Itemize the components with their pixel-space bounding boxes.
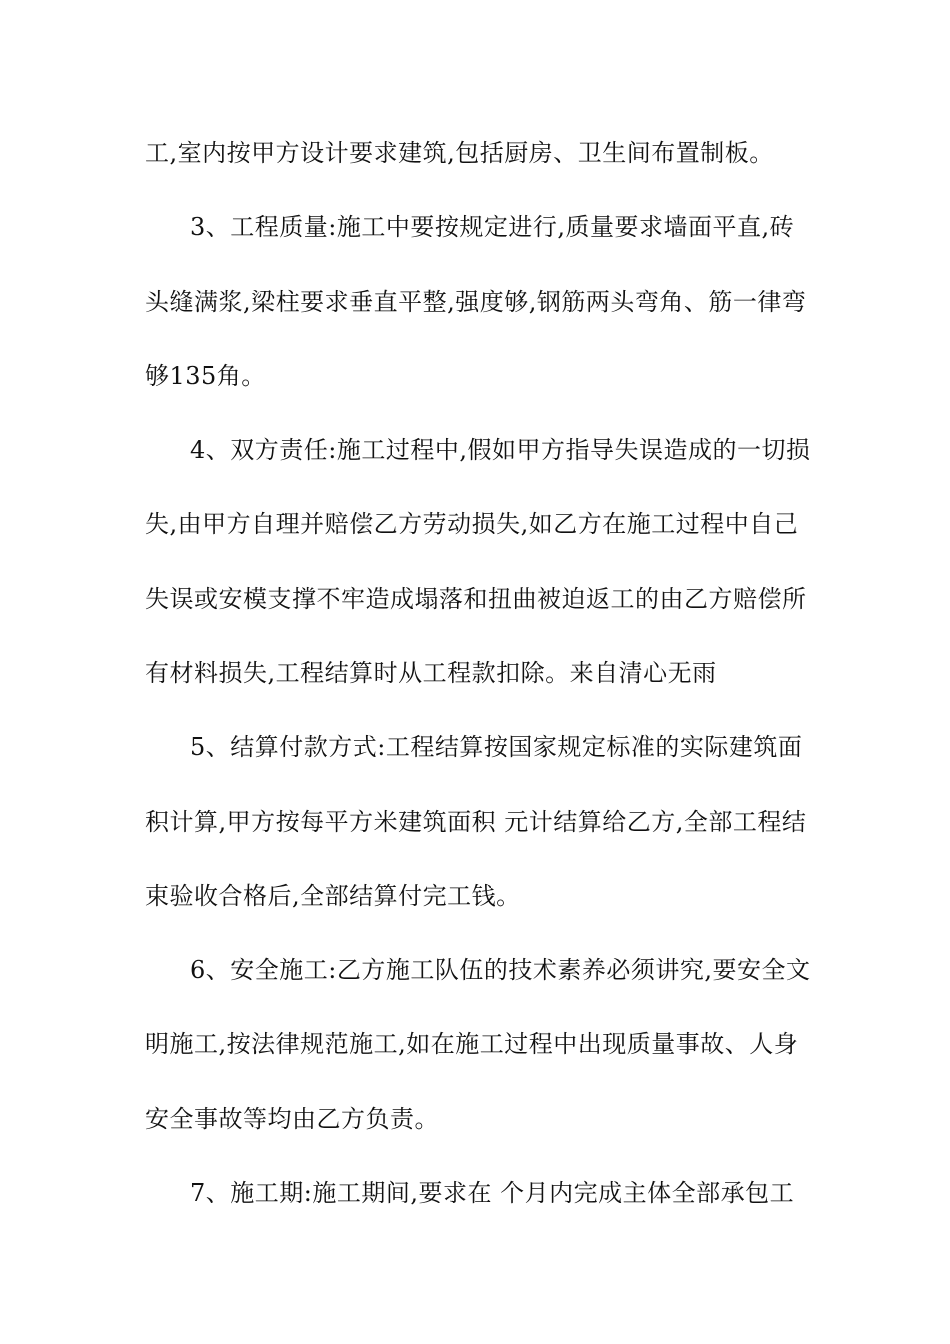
- text-line: 有材料损失,工程结算时从工程款扣除。来自清心无雨: [145, 659, 717, 687]
- text-line: 3、工程质量:施工中要按规定进行,质量要求墙面平直,砖: [190, 213, 795, 241]
- text-line: 安全事故等均由乙方负责。: [145, 1105, 439, 1133]
- text-line: 6、安全施工:乙方施工队伍的技术素养必须讲究,要安全文: [190, 956, 811, 984]
- text-line: 够135角。: [145, 362, 266, 390]
- text-line: 5、结算付款方式:工程结算按国家规定标准的实际建筑面: [190, 733, 803, 761]
- text-line: 失,由甲方自理并赔偿乙方劳动损失,如乙方在施工过程中自己: [145, 510, 799, 538]
- text-line: 明施工,按法律规范施工,如在施工过程中出现质量事故、人身: [145, 1030, 799, 1058]
- text-line: 头缝满浆,梁柱要求垂直平整,强度够,钢筋两头弯角、筋一律弯: [145, 288, 807, 316]
- text-line: 束验收合格后,全部结算付完工钱。: [145, 882, 521, 910]
- text-line: 失误或安模支撑不牢造成塌落和扭曲被迫返工的由乙方赔偿所: [145, 585, 807, 613]
- text-line: 4、双方责任:施工过程中,假如甲方指导失误造成的一切损: [190, 436, 811, 464]
- text-line: 积计算,甲方按每平方米建筑面积 元计结算给乙方,全部工程结: [145, 808, 807, 836]
- text-line: 工,室内按甲方设计要求建筑,包括厨房、卫生间布置制板。: [145, 139, 774, 167]
- text-line: 7、施工期:施工期间,要求在 个月内完成主体全部承包工: [190, 1179, 795, 1207]
